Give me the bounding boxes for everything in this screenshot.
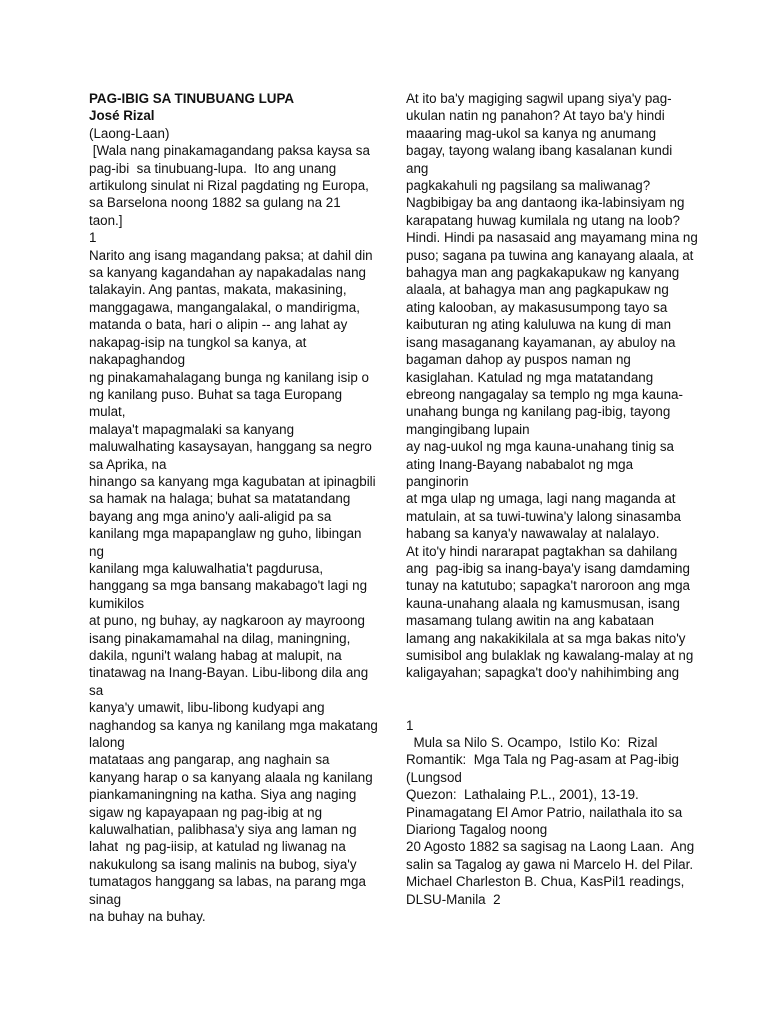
text-line: malaya't mapagmalaki sa kanyang: [89, 421, 295, 437]
right-body-text: [406, 90, 696, 682]
text-line: artikulong sinulat ni Rizal pagdating ng Europa,: [89, 178, 369, 194]
text-line: ating Inang-Bayang nababalot ng mga: [406, 456, 634, 472]
text-line: maaaring mag-ukol sa kanya ng anumang: [406, 125, 657, 141]
footnote: [406, 717, 696, 908]
spacer: [406, 699, 696, 716]
text-line: ng pinakamahalagang bunga ng kanilang isip o: [89, 369, 369, 385]
text-line: kanya'y umawit, libu-libong kudyapi ang: [89, 700, 325, 716]
text-line: ebreong nangagalay sa templo ng mga kauna-: [406, 386, 683, 402]
text-line: lahat ng pag-iisip, at katulad ng liwanag na: [89, 839, 346, 855]
text-line: kauna-unahang alaala ng kamusmusan, isang: [406, 595, 680, 611]
document-author: José Rizal: [89, 108, 155, 124]
text-line: Nagbibigay ba ang dantaong ika-labinsiyam ng: [406, 195, 685, 211]
text-line: dakila, nguni't walang habag at malupit, na: [89, 648, 342, 663]
text-line: kaligayahan; sapagka't doo'y nahihimbing ang: [406, 665, 680, 681]
text-line: tinatawag na Inang-Bayan. Libu-libong dila ang: [89, 665, 369, 681]
text-line: taon.]: [89, 212, 123, 228]
text-line: isang masaganang kayamanan, ay abuloy na: [406, 334, 676, 350]
text-line: sa hamak na halaga; buhat sa matatandang: [89, 491, 351, 507]
text-line: mulat,: [89, 404, 126, 420]
text-line: kasiglahan. Katulad ng mga matatandang: [406, 369, 654, 385]
text-line: matulain, at sa tuwi-tuwina'y lalong sinasamba: [406, 508, 681, 524]
text-line: ang pag-ibig sa inang-baya'y isang damdaming: [406, 560, 690, 576]
text-line: hanggang sa mga bansang makabago't lagi ng: [89, 578, 368, 594]
footnote-line: Romantik: Mga Tala ng Pag-asam at Pag-ibig: [406, 752, 679, 768]
text-line: karapatang huwag kumilala ng utang na loob?: [406, 212, 680, 228]
text-line: sa Barselona noong 1882 sa gulang na 21: [89, 195, 341, 211]
text-line: (Laong-Laan): [89, 125, 170, 141]
text-line: talakayin. Ang pantas, makata, makasining,: [89, 282, 347, 298]
text-line: at puno, ng buhay, ay nagkaroon ay mayroong: [89, 613, 365, 629]
text-line: At ito'y hindi nararapat pagtakhan sa dahilang: [406, 543, 678, 559]
text-line: mangingibang lupain: [406, 421, 530, 437]
footnote-line: Pinamagatang El Amor Patrio, nailathala ito sa: [406, 804, 683, 820]
spacer: [406, 682, 696, 699]
text-line: nakapaghandog: [89, 352, 186, 368]
text-line: na buhay na buhay.: [89, 909, 206, 925]
text-line: masamang tulang awitin na ang kabataan: [406, 613, 654, 629]
text-line: alaala, at bahagya man ang pagkapukaw ng: [406, 282, 669, 298]
text-line: pagkakahuli ng pagsilang sa maliwanag?: [406, 178, 651, 194]
left-body-text: [89, 125, 379, 926]
text-line: tunay na katutubo; sapagka't naroroon ang mga: [406, 578, 690, 594]
left-column: [89, 90, 379, 926]
text-line: At ito ba'y magiging sagwil upang siya'y pag-: [406, 91, 672, 106]
right-column: [406, 90, 696, 908]
text-line: pag-ibi sa tinubuang-lupa. Ito ang unang: [89, 160, 337, 176]
text-line: lalong: [89, 735, 125, 751]
footnote-line: Michael Charleston B. Chua, KasPil1 readings,: [406, 874, 685, 890]
footnote-line: DLSU-Manila 2: [406, 891, 501, 907]
text-line: kanyang harap o sa kanyang alaala ng kanilang: [89, 769, 373, 785]
text-line: naghandog sa kanya ng kanilang mga makatang: [89, 717, 378, 733]
text-line: tumatagos hanggang sa labas, na parang mga: [89, 874, 366, 890]
text-line: Hindi. Hindi pa nasasaid ang mayamang mina ng: [406, 230, 698, 246]
text-line: nakapag-isip na tungkol sa kanya, at: [89, 334, 307, 350]
text-line: bayang ang mga anino'y aali-aligid pa sa: [89, 508, 332, 524]
footnote-line: Mula sa Nilo S. Ocampo, Istilo Ko: Rizal: [406, 735, 658, 750]
text-line: Narito ang isang magandang paksa; at dahil din: [89, 247, 373, 263]
text-line: kanilang mga kaluwalhatia't pagdurusa,: [89, 560, 324, 576]
text-line: sa: [89, 682, 104, 698]
text-line: sa kanyang kagandahan ay napakadalas nang: [89, 265, 366, 281]
text-line: matataas ang pangarap, ang naghain sa: [89, 752, 330, 768]
text-line: maluwalhating kasaysayan, hanggang sa negro: [89, 439, 372, 455]
footnote-line: 1: [406, 717, 414, 733]
text-line: sumisibol ang bulaklak ng kawalang-malay at ng: [406, 648, 694, 663]
text-line: kanilang mga mapapanglaw ng guho, libingan: [89, 526, 362, 542]
text-line: sigaw ng kapayapaan ng pag-ibig at ng: [89, 804, 323, 820]
text-line: matanda o bata, hari o alipin -- ang lahat ay: [89, 317, 348, 333]
text-line: manggagawa, mangangalakal, o mandirigma,: [89, 299, 360, 315]
text-line: sa Aprika, na: [89, 456, 167, 472]
text-line: ng kanilang puso. Buhat sa taga Europang: [89, 386, 343, 402]
text-line: panginorin: [406, 473, 469, 489]
text-line: unahang bunga ng kanilang pag-ibig, tayong: [406, 404, 671, 420]
text-line: [Wala nang pinakamagandang paksa kaysa sa: [89, 143, 370, 159]
text-line: at mga ulap ng umaga, lagi nang maganda at: [406, 491, 676, 507]
text-line: nakukulong sa isang malinis na bubog, siya'y: [89, 856, 357, 872]
text-line: piankamaningning na katha. Siya ang naging: [89, 787, 357, 803]
text-line: lamang ang nakakikilala at sa mga bakas nito'y: [406, 630, 686, 646]
footnote-line: (Lungsod: [406, 769, 462, 785]
footnote-line: 20 Agosto 1882 sa sagisag na Laong Laan. Ang: [406, 839, 695, 855]
text-line: bagay, tayong walang ibang kasalanan kundi: [406, 143, 673, 159]
text-line: ay nag-uukol ng mga kauna-unahang tinig sa: [406, 439, 675, 455]
text-line: ukulan natin ng panahon? At tayo ba'y hindi: [406, 108, 665, 124]
text-line: ang: [406, 160, 429, 176]
footnote-line: Quezon: Lathalaing P.L., 2001), 13-19.: [406, 787, 639, 803]
footnote-line: salin sa Tagalog ay gawa ni Marcelo H. del Pilar.: [406, 856, 694, 872]
footnote-line: Diariong Tagalog noong: [406, 822, 548, 838]
text-line: habang sa kanya'y nawawalay at nalalayo.: [406, 526, 660, 542]
text-line: ng: [89, 543, 104, 559]
text-line: 1: [89, 230, 97, 246]
text-line: puso; sagana pa tuwina ang kanayang alaala, at: [406, 247, 694, 263]
text-line: kumikilos: [89, 595, 145, 611]
text-line: ating kalooban, ay makasusumpong tayo sa: [406, 299, 668, 315]
text-line: sinag: [89, 891, 122, 907]
text-line: bahagya man ang pagkakapukaw ng kanyang: [406, 265, 680, 281]
text-line: isang pinakamamahal na dilag, maningning,: [89, 630, 351, 646]
text-line: kaluwalhatian, palibhasa'y siya ang laman ng: [89, 822, 357, 838]
document-title: PAG-IBIG SA TINUBUANG LUPA: [89, 91, 295, 106]
text-line: kaibuturan ng ating kaluluwa na kung di man: [406, 317, 672, 333]
text-line: hinango sa kanyang mga kagubatan at ipinagbili: [89, 473, 376, 489]
text-line: bagaman dahop ay puspos naman ng: [406, 352, 631, 368]
